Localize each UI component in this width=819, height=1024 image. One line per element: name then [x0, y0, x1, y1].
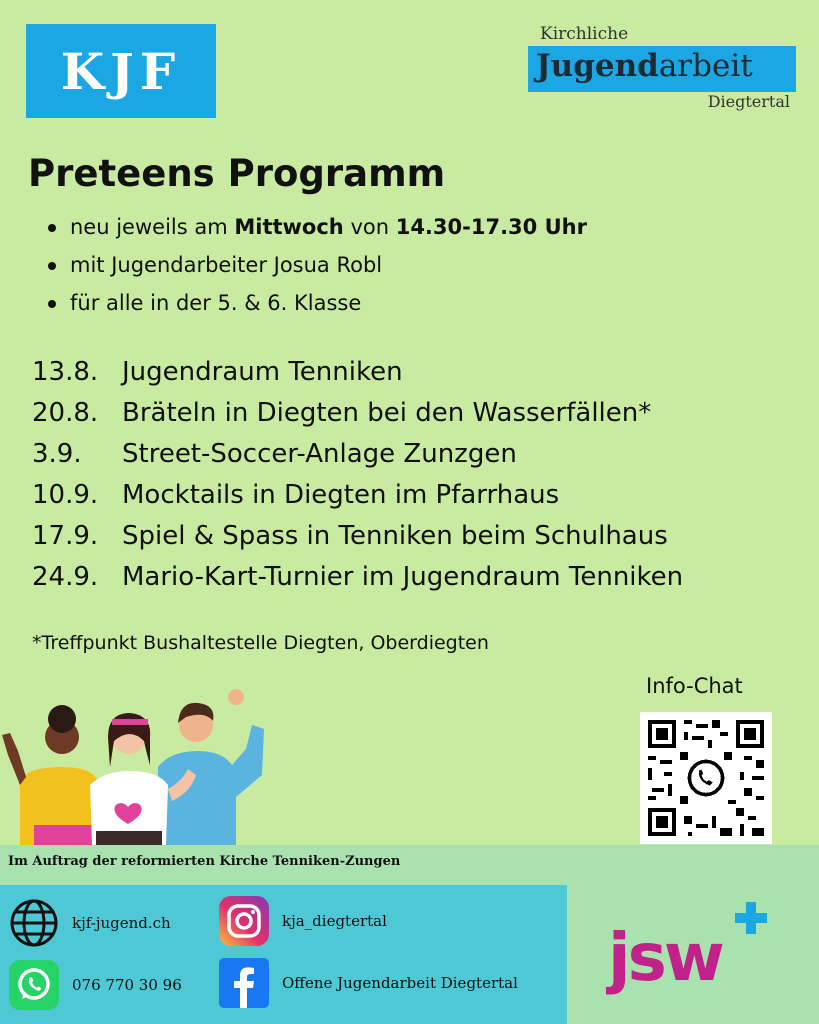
- event-item: [32, 557, 683, 598]
- info-chat-label: Info-Chat: [646, 674, 743, 698]
- event-date: 13.8.: [32, 357, 99, 387]
- globe-icon: [8, 897, 60, 949]
- event-item: [32, 516, 683, 557]
- event-text: Mario-Kart-Turnier im Jugendraum Tenniken: [122, 562, 684, 592]
- kja-logo-main: Jugendarbeit: [536, 48, 753, 84]
- event-date: 10.9.: [32, 480, 99, 510]
- whatsapp-icon: [8, 959, 60, 1011]
- jsw-logo: [606, 900, 786, 1010]
- qr-code[interactable]: [640, 712, 772, 844]
- info-list: [48, 210, 587, 324]
- contact-facebook[interactable]: [218, 957, 518, 1009]
- event-list: [32, 352, 683, 598]
- event-date: 20.8.: [32, 398, 99, 428]
- event-text: Bräteln in Diegten bei den Wasserfällen*: [122, 398, 652, 428]
- info-item-schedule: neu jeweils am Mittwoch von 14.30-17.30 Uhr: [48, 210, 587, 248]
- event-text: Mocktails in Diegten im Pfarrhaus: [122, 480, 560, 510]
- contact-phone[interactable]: [8, 959, 182, 1011]
- contact-web-text: kjf-jugend.ch: [72, 914, 171, 932]
- commission-line: Im Auftrag der reformierten Kirche Tenniken-Zungen: [0, 845, 819, 885]
- contact-instagram[interactable]: [218, 895, 387, 947]
- page-title: Preteens Programm: [28, 152, 446, 195]
- event-item: [32, 352, 683, 393]
- facebook-icon: [218, 957, 270, 1009]
- kja-logo-top: Kirchliche: [540, 24, 629, 44]
- info-item-leader: mit Jugendarbeiter Josua Robl: [48, 248, 587, 286]
- instagram-icon: [218, 895, 270, 947]
- event-item: [32, 434, 683, 475]
- kjf-logo: KJF: [26, 24, 216, 118]
- contact-instagram-text: kja_diegtertal: [282, 912, 387, 930]
- event-date: 3.9.: [32, 439, 82, 469]
- people-illustration: [0, 685, 290, 845]
- kja-logo: [528, 24, 798, 116]
- event-item: [32, 393, 683, 434]
- event-item: [32, 475, 683, 516]
- event-date: 17.9.: [32, 521, 99, 551]
- event-text: Street-Soccer-Anlage Zunzgen: [122, 439, 517, 469]
- event-text: Spiel & Spass in Tenniken beim Schulhaus: [122, 521, 668, 551]
- contacts-band: [0, 885, 567, 1024]
- svg-text:jsw: jsw: [608, 919, 722, 996]
- contact-facebook-text: Offene Jugendarbeit Diegtertal: [282, 974, 518, 992]
- contact-web[interactable]: [8, 897, 171, 949]
- kja-logo-bottom: Diegtertal: [707, 92, 790, 111]
- info-item-audience: für alle in der 5. & 6. Klasse: [48, 286, 587, 324]
- event-text: Jugendraum Tenniken: [122, 357, 403, 387]
- contact-phone-text: 076 770 30 96: [72, 976, 182, 994]
- event-date: 24.9.: [32, 562, 99, 592]
- footnote: *Treffpunkt Bushaltestelle Diegten, Oberdiegten: [32, 632, 489, 654]
